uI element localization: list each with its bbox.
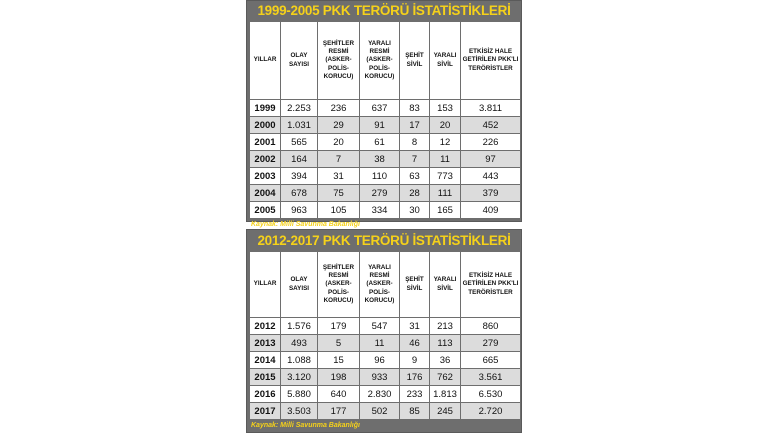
table-row xyxy=(250,117,521,134)
table-row xyxy=(250,352,521,369)
table-cell: 165 xyxy=(430,202,461,219)
table-cell: 1.031 xyxy=(281,117,318,134)
table-cell: 3.503 xyxy=(281,403,318,420)
header-cell-years: YILLAR xyxy=(250,22,281,100)
header-cell-civilian-martyrs: ŞEHİT SİVİL xyxy=(400,22,430,100)
table-cell: 3.811 xyxy=(461,100,521,117)
year-cell: 2002 xyxy=(250,151,281,168)
table-row xyxy=(250,134,521,151)
table-cell: 334 xyxy=(360,202,400,219)
table-cell: 665 xyxy=(461,352,521,369)
table-cell: 452 xyxy=(461,117,521,134)
table-row xyxy=(250,403,521,420)
year-cell: 2012 xyxy=(250,318,281,335)
table-cell: 164 xyxy=(281,151,318,168)
table-cell: 85 xyxy=(400,403,430,420)
table-cell: 198 xyxy=(318,369,360,386)
header-row xyxy=(250,252,521,318)
table-cell: 394 xyxy=(281,168,318,185)
year-cell: 2000 xyxy=(250,117,281,134)
table-cell: 1.088 xyxy=(281,352,318,369)
table-row xyxy=(250,168,521,185)
table-cell: 640 xyxy=(318,386,360,403)
year-cell: 2015 xyxy=(250,369,281,386)
header-cell-incident-count: OLAY SAYISI xyxy=(281,22,318,100)
table-cell: 2.720 xyxy=(461,403,521,420)
table-cell: 963 xyxy=(281,202,318,219)
table-cell: 547 xyxy=(360,318,400,335)
table-cell: 96 xyxy=(360,352,400,369)
table-cell: 97 xyxy=(461,151,521,168)
table-title: 1999-2005 PKK TERÖRÜ İSTATİSTİKLERİ xyxy=(257,3,511,18)
table-cell: 20 xyxy=(318,134,360,151)
table-cell: 179 xyxy=(318,318,360,335)
table-cell: 236 xyxy=(318,100,360,117)
year-cell: 2013 xyxy=(250,335,281,352)
year-cell: 2005 xyxy=(250,202,281,219)
header-cell-neutralized-terrorists: ETKİSİZ HALE GETİRİLEN PKK'LI TERÖRİSTLER xyxy=(461,22,521,100)
table-cell: 3.120 xyxy=(281,369,318,386)
table-cell: 105 xyxy=(318,202,360,219)
table-cell: 2.253 xyxy=(281,100,318,117)
table-cell: 110 xyxy=(360,168,400,185)
table-cell: 63 xyxy=(400,168,430,185)
table-cell: 153 xyxy=(430,100,461,117)
table-cell: 1.576 xyxy=(281,318,318,335)
header-row xyxy=(250,22,521,100)
header-cell-official-wounded: YARALI RESMİ (ASKER-POLİS-KORUCU) xyxy=(360,22,400,100)
table-cell: 6.530 xyxy=(461,386,521,403)
table-cell: 75 xyxy=(318,185,360,202)
year-cell: 2001 xyxy=(250,134,281,151)
table-cell: 177 xyxy=(318,403,360,420)
year-cell: 1999 xyxy=(250,100,281,117)
table-cell: 502 xyxy=(360,403,400,420)
year-cell: 2004 xyxy=(250,185,281,202)
table-cell: 493 xyxy=(281,335,318,352)
table-cell: 443 xyxy=(461,168,521,185)
table-cell: 28 xyxy=(400,185,430,202)
table-cell: 15 xyxy=(318,352,360,369)
table-cell: 933 xyxy=(360,369,400,386)
table-row xyxy=(250,185,521,202)
table-cell: 29 xyxy=(318,117,360,134)
table-cell: 245 xyxy=(430,403,461,420)
table-row xyxy=(250,151,521,168)
table-row xyxy=(250,100,521,117)
stats-panel-1999-2005 xyxy=(246,0,522,228)
header-cell-incident-count: OLAY SAYISI xyxy=(281,252,318,318)
header-cell-official-martyrs: ŞEHİTLER RESMİ (ASKER-POLİS-KORUCU) xyxy=(318,22,360,100)
source-note: Kaynak: Milli Savunma Bakanlığı xyxy=(251,221,360,228)
table-cell: 17 xyxy=(400,117,430,134)
table-cell: 7 xyxy=(400,151,430,168)
header-cell-civilian-martyrs: ŞEHİT SİVİL xyxy=(400,252,430,318)
table-cell: 565 xyxy=(281,134,318,151)
table-cell: 3.561 xyxy=(461,369,521,386)
table-cell: 11 xyxy=(360,335,400,352)
table-cell: 637 xyxy=(360,100,400,117)
table-cell: 213 xyxy=(430,318,461,335)
stats-table xyxy=(249,251,521,420)
table-cell: 38 xyxy=(360,151,400,168)
table-cell: 9 xyxy=(400,352,430,369)
table-cell: 773 xyxy=(430,168,461,185)
table-cell: 176 xyxy=(400,369,430,386)
table-cell: 31 xyxy=(400,318,430,335)
source-note: Kaynak: Milli Savunma Bakanlığı xyxy=(251,422,360,429)
table-cell: 8 xyxy=(400,134,430,151)
table-cell: 1.813 xyxy=(430,386,461,403)
header-cell-official-wounded: YARALI RESMİ (ASKER-POLİS-KORUCU) xyxy=(360,252,400,318)
table-cell: 2.830 xyxy=(360,386,400,403)
table-cell: 678 xyxy=(281,185,318,202)
table-cell: 860 xyxy=(461,318,521,335)
table-cell: 91 xyxy=(360,117,400,134)
table-cell: 233 xyxy=(400,386,430,403)
table-cell: 83 xyxy=(400,100,430,117)
header-cell-years: YILLAR xyxy=(250,252,281,318)
table-row xyxy=(250,202,521,219)
table-cell: 111 xyxy=(430,185,461,202)
table-row xyxy=(250,369,521,386)
table-cell: 30 xyxy=(400,202,430,219)
year-cell: 2003 xyxy=(250,168,281,185)
table-row xyxy=(250,335,521,352)
table-cell: 31 xyxy=(318,168,360,185)
table-cell: 46 xyxy=(400,335,430,352)
table-cell: 379 xyxy=(461,185,521,202)
table-row xyxy=(250,318,521,335)
stats-table xyxy=(249,21,521,219)
table-title: 2012-2017 PKK TERÖRÜ İSTATİSTİKLERİ xyxy=(257,233,511,248)
header-cell-civilian-wounded: YARALI SİVİL xyxy=(430,22,461,100)
header-cell-neutralized-terrorists: ETKİSİZ HALE GETİRİLEN PKK'LI TERÖRİSTLER xyxy=(461,252,521,318)
table-cell: 61 xyxy=(360,134,400,151)
year-cell: 2016 xyxy=(250,386,281,403)
table-cell: 20 xyxy=(430,117,461,134)
stats-panel-2012-2017 xyxy=(246,229,522,433)
table-row xyxy=(250,386,521,403)
table-cell: 36 xyxy=(430,352,461,369)
header-cell-official-martyrs: ŞEHİTLER RESMİ (ASKER-POLİS-KORUCU) xyxy=(318,252,360,318)
table-cell: 7 xyxy=(318,151,360,168)
table-cell: 279 xyxy=(360,185,400,202)
table-cell: 5.880 xyxy=(281,386,318,403)
year-cell: 2014 xyxy=(250,352,281,369)
header-cell-civilian-wounded: YARALI SİVİL xyxy=(430,252,461,318)
table-cell: 762 xyxy=(430,369,461,386)
table-cell: 279 xyxy=(461,335,521,352)
table-cell: 113 xyxy=(430,335,461,352)
table-cell: 11 xyxy=(430,151,461,168)
table-cell: 5 xyxy=(318,335,360,352)
year-cell: 2017 xyxy=(250,403,281,420)
table-cell: 12 xyxy=(430,134,461,151)
table-cell: 409 xyxy=(461,202,521,219)
table-cell: 226 xyxy=(461,134,521,151)
